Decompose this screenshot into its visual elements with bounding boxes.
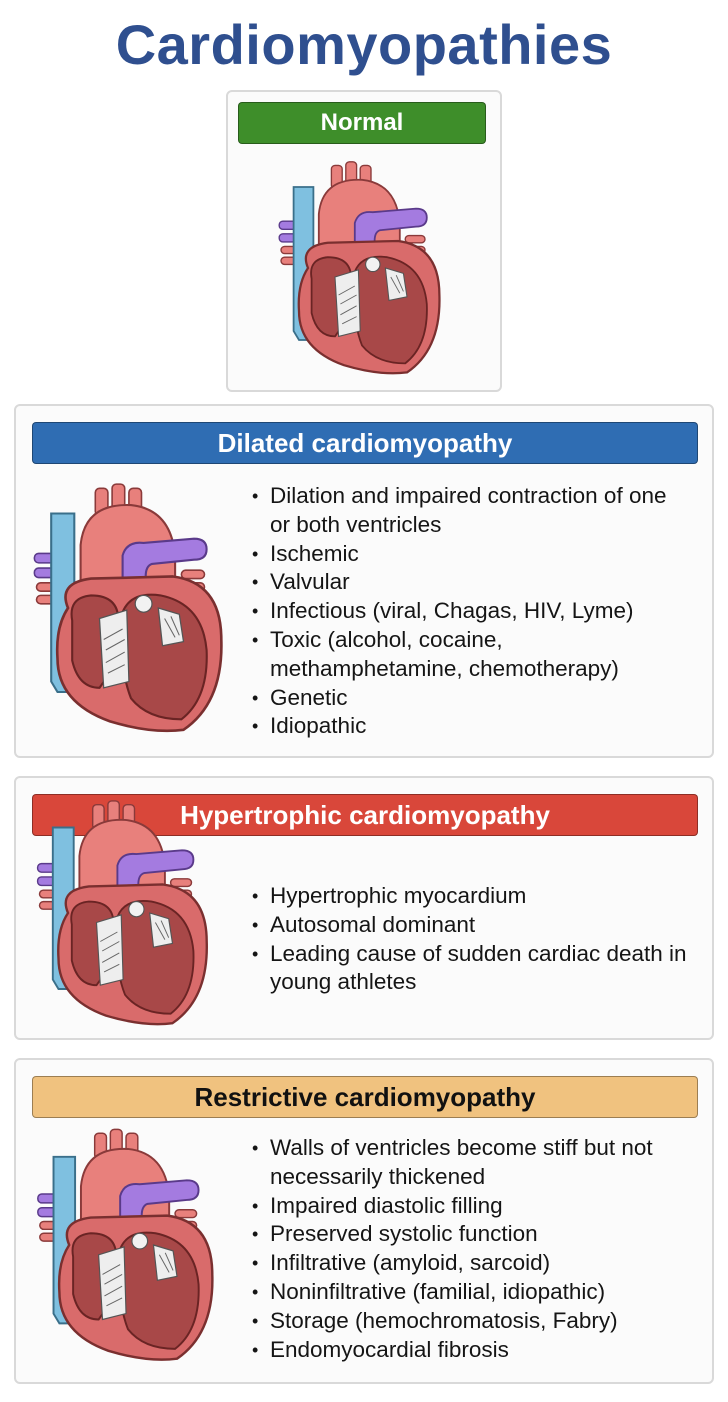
list-item: • Dilation and impaired contraction of one or both ventricles bbox=[250, 482, 690, 540]
dilated-banner bbox=[32, 422, 698, 464]
list-item: • Genetic bbox=[250, 684, 690, 713]
normal-label: Normal bbox=[320, 109, 404, 136]
normal-banner bbox=[238, 102, 486, 144]
list-item: • Leading cause of sudden cardiac death in young athletes bbox=[250, 940, 690, 998]
dilated-heart-icon bbox=[26, 478, 236, 738]
dilated-bullets bbox=[250, 482, 690, 741]
hypertrophic-panel bbox=[14, 776, 714, 1040]
restrictive-panel bbox=[14, 1058, 714, 1384]
list-item: • Walls of ventricles become stiff but not necessarily thickened bbox=[250, 1134, 690, 1192]
restrictive-banner bbox=[32, 1076, 698, 1118]
list-item: • Impaired diastolic filling bbox=[250, 1192, 690, 1221]
list-item: • Hypertrophic myocardium bbox=[250, 882, 690, 911]
dilated-panel bbox=[14, 404, 714, 758]
page-title: Cardiomyopathies bbox=[115, 13, 613, 76]
list-item: • Infectious (viral, Chagas, HIV, Lyme) bbox=[250, 597, 690, 626]
list-item: • Idiopathic bbox=[250, 712, 690, 741]
list-item: • Toxic (alcohol, cocaine, methamphetamine, chemotherapy) bbox=[250, 626, 690, 684]
list-item: • Autosomal dominant bbox=[250, 911, 690, 940]
restrictive-heart-icon bbox=[30, 1120, 226, 1370]
list-item: • Noninfiltrative (familial, idiopathic) bbox=[250, 1278, 690, 1307]
list-item: • Preserved systolic function bbox=[250, 1220, 690, 1249]
restrictive-label: Restrictive cardiomyopathy bbox=[194, 1082, 536, 1112]
restrictive-bullets bbox=[250, 1134, 690, 1364]
hypertrophic-label: Hypertrophic cardiomyopathy bbox=[180, 800, 550, 830]
list-item: • Infiltrative (amyloid, sarcoid) bbox=[250, 1249, 690, 1278]
hypertrophic-bullets bbox=[250, 882, 690, 997]
list-item: • Endomyocardial fibrosis bbox=[250, 1336, 690, 1365]
normal-heart-icon bbox=[272, 150, 452, 386]
list-item: • Storage (hemochromatosis, Fabry) bbox=[250, 1307, 690, 1336]
dilated-label: Dilated cardiomyopathy bbox=[217, 428, 513, 458]
normal-panel bbox=[226, 90, 502, 392]
list-item: • Valvular bbox=[250, 568, 690, 597]
list-item: • Ischemic bbox=[250, 540, 690, 569]
hypertrophic-heart-icon bbox=[30, 796, 220, 1030]
